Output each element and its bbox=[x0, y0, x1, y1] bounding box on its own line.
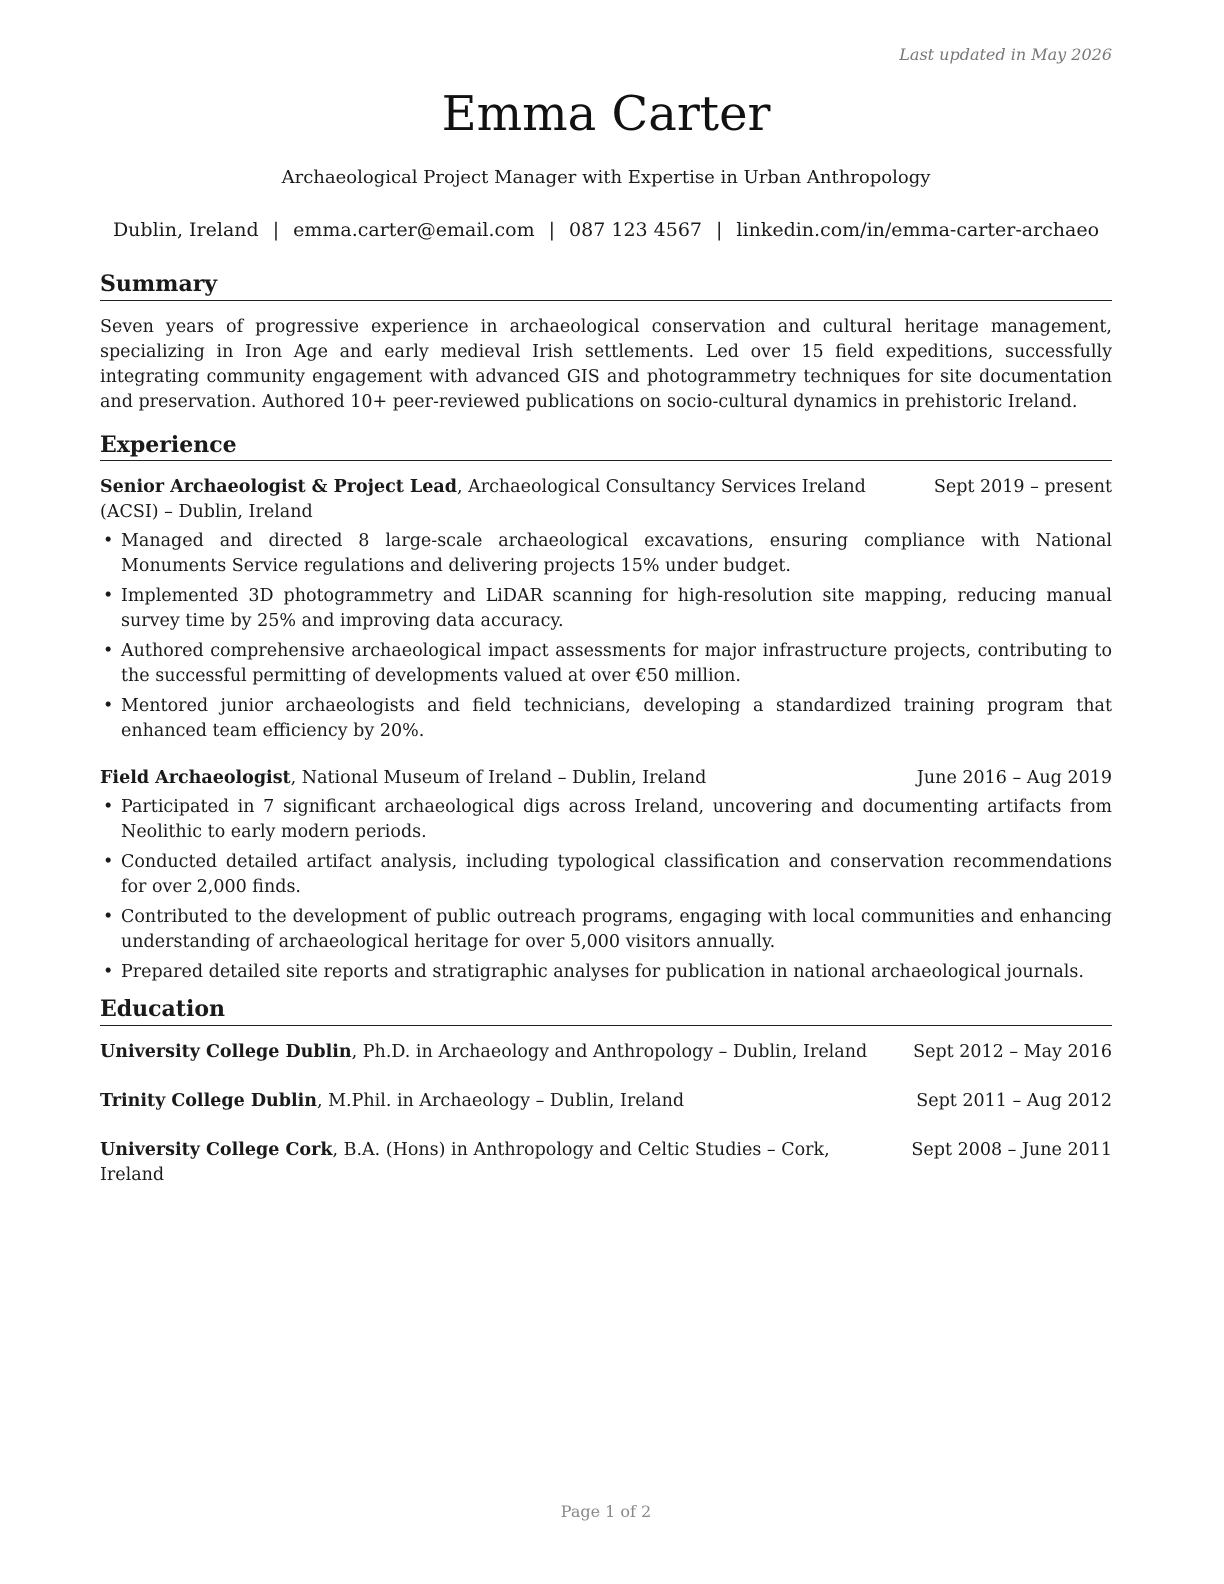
bullet-icon: • bbox=[103, 962, 114, 983]
candidate-name: Emma Carter bbox=[441, 86, 771, 142]
bullet-item bbox=[100, 694, 1112, 744]
bullet-item bbox=[100, 960, 1112, 985]
contact-separator: | bbox=[716, 219, 723, 241]
bullet-text: Conducted detailed artifact analysis, including typological classification and conservation recommendations for over 2,000 finds. bbox=[121, 852, 1112, 898]
summary-text: Seven years of progressive experience in archaeological conservation and cultural heritage management, specializing in Iron Age and early medieval Irish settlements. Led over 15 field expeditions, successfully integrating community engagement with advanced GIS and photogrammetry techniques for site documentation and preservation. Authored 10+ peer-reviewed publications on socio-cultural dynamics in prehistoric Ireland. bbox=[100, 316, 1112, 412]
bullet-text: Contributed to the development of public outreach programs, engaging with local communities and enhancing understanding of archaeological heritage for over 5,000 visitors annually. bbox=[121, 907, 1112, 953]
resume-page bbox=[100, 0, 1112, 1584]
education-school: University College Cork bbox=[100, 1139, 333, 1160]
education-title-line bbox=[100, 1089, 684, 1114]
bullet-icon: • bbox=[103, 586, 114, 607]
education-title-line bbox=[100, 1138, 891, 1188]
contact-separator: | bbox=[548, 219, 556, 241]
education-title-line bbox=[100, 1040, 867, 1065]
bullet-text: Prepared detailed site reports and stratigraphic analyses for publication in national archaeological journals. bbox=[121, 962, 1084, 983]
education-school: Trinity College Dublin bbox=[100, 1090, 317, 1111]
resume-body bbox=[100, 270, 1112, 1198]
contact-line bbox=[100, 219, 1112, 241]
job-entry bbox=[100, 766, 1112, 985]
bullet-icon: • bbox=[103, 531, 114, 552]
bullet-item bbox=[100, 850, 1112, 900]
experience-heading: Experience bbox=[100, 431, 1112, 462]
bullet-icon: • bbox=[103, 907, 114, 928]
job-entry bbox=[100, 475, 1112, 744]
bullet-text: Participated in 7 significant archaeological digs across Ireland, uncovering and documenting artifacts from Neolithic to early modern periods. bbox=[121, 797, 1112, 843]
bullet-item bbox=[100, 639, 1112, 689]
bullet-item bbox=[100, 905, 1112, 955]
bullet-item bbox=[100, 584, 1112, 634]
job-title-line bbox=[100, 766, 706, 791]
education-heading: Education bbox=[100, 995, 1112, 1026]
job-header bbox=[100, 475, 1112, 525]
job-dates: Sept 2019 – present bbox=[933, 477, 1112, 498]
candidate-headline: Archaeological Project Manager with Expertise in Urban Anthropology bbox=[281, 167, 931, 188]
bullet-text: Authored comprehensive archaeological impact assessments for major infrastructure projects, contributing to the successful permitting of developments valued at over €50 million. bbox=[121, 641, 1112, 687]
page-number: Page 1 of 2 bbox=[560, 1502, 652, 1521]
bullet-icon: • bbox=[103, 852, 114, 873]
job-bullets bbox=[100, 529, 1112, 744]
contact-linkedin[interactable]: linkedin.com/in/emma-carter-archaeo bbox=[736, 219, 1100, 241]
job-title-line bbox=[100, 475, 900, 525]
education-detail: , Ph.D. in Archaeology and Anthropology – Dublin, Ireland bbox=[351, 1041, 868, 1062]
education-detail: , M.Phil. in Archaeology – Dublin, Ireland bbox=[316, 1090, 685, 1111]
education-dates: Sept 2011 – Aug 2012 bbox=[916, 1090, 1112, 1111]
job-role: Field Archaeologist bbox=[100, 768, 291, 789]
education-entry bbox=[100, 1040, 1112, 1065]
bullet-item bbox=[100, 529, 1112, 579]
job-bullets bbox=[100, 795, 1112, 985]
education-school: University College Dublin bbox=[100, 1041, 352, 1062]
experience-section bbox=[100, 431, 1112, 986]
bullet-icon: • bbox=[103, 641, 114, 662]
summary-heading: Summary bbox=[100, 270, 1112, 301]
education-dates: Sept 2008 – June 2011 bbox=[911, 1139, 1112, 1160]
bullet-text: Managed and directed 8 large-scale archaeological excavations, ensuring compliance with National Monuments Service regulations and delivering projects 15% under budget. bbox=[121, 531, 1112, 577]
bullet-icon: • bbox=[103, 696, 114, 717]
job-org: , National Museum of Ireland – Dublin, Ireland bbox=[290, 768, 707, 789]
education-entry bbox=[100, 1138, 1112, 1188]
education-detail: , B.A. (Hons) in Anthropology and Celtic Studies – Cork, Ireland bbox=[100, 1139, 830, 1185]
job-org: , Archaeological Consultancy Services Ireland (ACSI) – Dublin, Ireland bbox=[100, 477, 866, 523]
job-dates: June 2016 – Aug 2019 bbox=[916, 768, 1112, 789]
bullet-item bbox=[100, 795, 1112, 845]
contact-separator: | bbox=[272, 219, 280, 241]
contact-location: Dublin, Ireland bbox=[112, 219, 259, 241]
education-section bbox=[100, 995, 1112, 1188]
education-entry bbox=[100, 1089, 1112, 1114]
job-role: Senior Archaeologist & Project Lead bbox=[100, 477, 457, 498]
job-header bbox=[100, 766, 1112, 791]
summary-section bbox=[100, 270, 1112, 415]
contact-phone[interactable]: 087 123 4567 bbox=[569, 219, 703, 241]
education-dates: Sept 2012 – May 2016 bbox=[913, 1041, 1112, 1062]
bullet-text: Mentored junior archaeologists and field technicians, developing a standardized training program that enhanced team efficiency by 20%. bbox=[121, 696, 1112, 742]
last-updated-note: Last updated in May 2026 bbox=[899, 45, 1112, 64]
bullet-icon: • bbox=[103, 797, 114, 818]
contact-email[interactable]: emma.carter@email.com bbox=[293, 219, 535, 241]
bullet-text: Implemented 3D photogrammetry and LiDAR scanning for high-resolution site mapping, reducing manual survey time by 25% and improving data accuracy. bbox=[121, 586, 1112, 632]
